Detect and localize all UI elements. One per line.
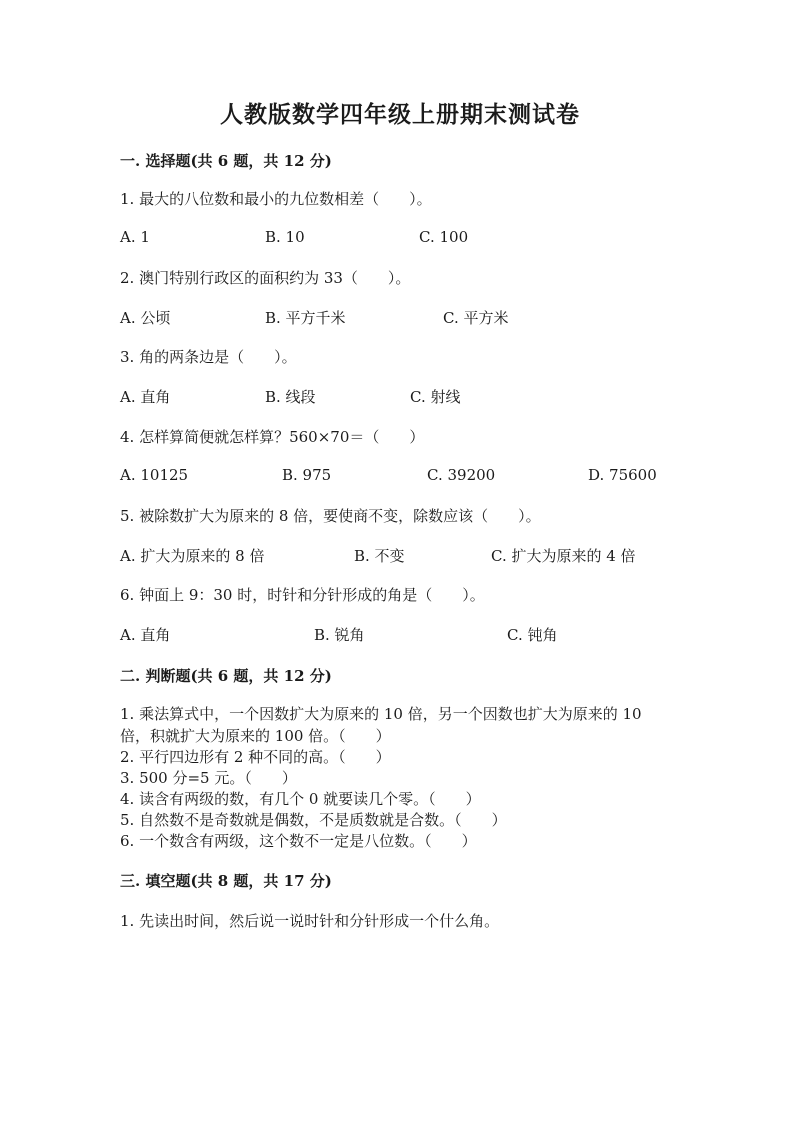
judgement-line: 5. 自然数不是奇数就是偶数，不是质数就是合数。（ ） [120,811,507,829]
option-a: A. 直角 [120,388,171,406]
option-a: A. 10125 [120,466,189,484]
judgement-line: 4. 读含有两级的数，有几个 0 就要读几个零。（ ） [120,790,481,808]
judgement-line: 1. 乘法算式中，一个因数扩大为原来的 10 倍，另一个因数也扩大为原来的 10 [120,705,642,723]
judgement-line: 3. 500 分=5 元。（ ） [120,769,297,787]
option-a: A. 扩大为原来的 8 倍 [120,547,265,565]
question-6: 6. 钟面上 9：30 时，时针和分针形成的角是（ ）。 [120,586,485,604]
option-c: C. 平方米 [443,309,509,327]
option-d: D. 75600 [588,466,657,484]
section-heading-choice: 一. 选择题(共 6 题，共 12 分) [120,152,332,170]
option-b: B. 平方千米 [265,309,346,327]
page-title: 人教版数学四年级上册期末测试卷 [220,101,580,128]
option-b: B. 975 [282,466,332,484]
option-c: C. 39200 [427,466,496,484]
option-c: C. 100 [419,228,469,246]
judgement-line: 6. 一个数含有两级，这个数不一定是八位数。（ ） [120,832,477,850]
judgement-line: 倍，积就扩大为原来的 100 倍。（ ） [120,727,391,745]
option-a: A. 公顷 [120,309,171,327]
option-b: B. 不变 [354,547,405,565]
option-c: C. 射线 [410,388,461,406]
option-a: A. 1 [120,228,150,246]
option-b: B. 锐角 [314,626,365,644]
fill-blank-question-1: 1. 先读出时间，然后说一说时针和分针形成一个什么角。 [120,912,500,930]
question-3: 3. 角的两条边是（ ）。 [120,348,297,366]
section-heading-judgement: 二. 判断题(共 6 题，共 12 分) [120,667,332,685]
option-c: C. 扩大为原来的 4 倍 [491,547,636,565]
option-a: A. 直角 [120,626,171,644]
section-heading-fill-blank: 三. 填空题(共 8 题，共 17 分) [120,872,332,890]
option-b: B. 线段 [265,388,316,406]
option-b: B. 10 [265,228,305,246]
question-5: 5. 被除数扩大为原来的 8 倍，要使商不变，除数应该（ ）。 [120,507,541,525]
question-4: 4. 怎样算简便就怎样算？560×70＝（ ） [120,428,425,446]
judgement-line: 2. 平行四边形有 2 种不同的高。（ ） [120,748,391,766]
question-2: 2. 澳门特别行政区的面积约为 33（ ）。 [120,269,411,287]
question-1: 1. 最大的八位数和最小的九位数相差（ ）。 [120,190,432,208]
option-c: C. 钝角 [507,626,558,644]
